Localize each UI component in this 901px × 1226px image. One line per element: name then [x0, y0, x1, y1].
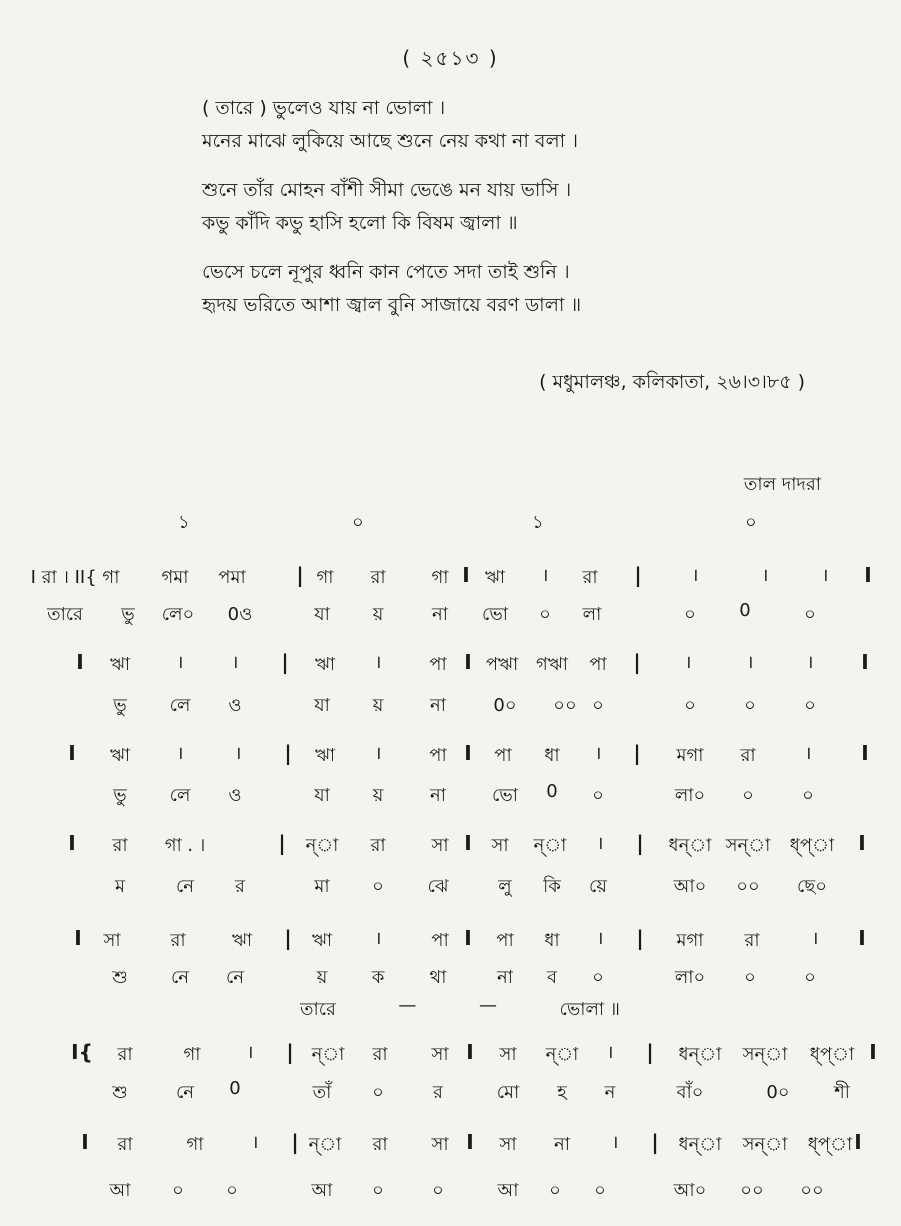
note-symbol: রা	[170, 930, 186, 951]
note-symbol: ।	[231, 652, 239, 673]
note-symbol: |	[291, 1130, 299, 1154]
refrain-line	[300, 995, 620, 1026]
lyric-syllable: কি	[543, 876, 561, 897]
lyric-syllable: 0ও	[227, 604, 253, 625]
note-symbol: I	[76, 650, 84, 674]
verse-line: কভু কাঁদি কভু হাসি হলো কি বিষম জ্বালা ॥	[202, 212, 518, 234]
note-symbol: সা	[499, 1134, 517, 1155]
note-symbol: I	[462, 563, 470, 587]
lyric-syllable: ০	[744, 695, 756, 716]
lyric-syllable: ০০	[736, 876, 760, 897]
note-symbol: ন্‌া	[533, 835, 567, 856]
stanza	[202, 92, 842, 158]
note-symbol: ধন্‌া	[678, 1044, 722, 1065]
note-symbol: |	[636, 831, 644, 855]
note-symbol: ঋা	[109, 654, 131, 675]
note-symbol: ।	[596, 928, 604, 949]
note-symbol: ।	[611, 1132, 619, 1153]
lyric-syllable: শু	[112, 967, 128, 988]
note-symbol: I	[464, 926, 472, 950]
lyric-syllable: ০	[744, 967, 756, 988]
lyric-syllable: না	[497, 967, 513, 988]
lyric-syllable: যা	[314, 785, 330, 806]
lyric-syllable: 0	[739, 600, 751, 621]
note-symbol: রা	[117, 1044, 133, 1065]
note-symbol: ঋা	[484, 567, 506, 588]
lyric-syllable: ০০	[800, 1180, 824, 1201]
note-symbol: I	[464, 831, 472, 855]
note-symbol: I	[74, 926, 82, 950]
note-symbol: I	[464, 741, 472, 765]
lyric-syllable: শু	[112, 1082, 128, 1103]
note-symbol: পা	[496, 930, 514, 951]
note-symbol: I{	[71, 1040, 93, 1064]
verse-line: মনের মাঝে লুকিয়ে আছে শুনে নেয় কথা না বলা ।	[202, 130, 578, 152]
lyric-syllable: ০	[539, 604, 551, 625]
lyric-syllable: ০	[594, 1180, 606, 1201]
lyric-syllable: য়	[372, 785, 384, 806]
lyric-syllable: ০	[592, 785, 604, 806]
note-symbol: ।	[541, 565, 549, 586]
note-symbol: ন্‌া	[308, 1134, 342, 1155]
lyric-syllable: হ	[557, 1082, 567, 1103]
lyric-syllable: ভু	[113, 695, 127, 716]
note-symbol: পা	[431, 930, 449, 951]
lyric-syllable: ০	[372, 1180, 384, 1201]
lyric-syllable: 0০	[766, 1082, 790, 1103]
lyric-syllable: ০	[372, 876, 384, 897]
lyric-syllable: ক	[371, 967, 385, 988]
lyric-syllable: ০	[804, 695, 816, 716]
lyric-syllable: য়ে	[589, 876, 607, 897]
lyric-syllable: ০	[684, 604, 696, 625]
note-symbol: পা	[589, 654, 607, 675]
note-symbol: |	[651, 1130, 659, 1154]
note-symbol: সা	[431, 1134, 449, 1155]
note-symbol: ।	[606, 1042, 614, 1063]
note-symbol: ধ্‌প্‌া	[809, 1044, 855, 1065]
note-symbol: মগা	[676, 930, 704, 951]
lyric-syllable: ০	[592, 695, 604, 716]
verse-line: শুনে তাঁর মোহন বাঁশী সীমা ভেঙে মন যায় ভাসি ।	[202, 179, 572, 201]
note-symbol: ন্‌া	[311, 1044, 345, 1065]
note-symbol: রা	[744, 930, 760, 951]
note-symbol: রা	[370, 567, 386, 588]
lyric-syllable: নে	[175, 876, 195, 897]
note-symbol: না	[554, 1134, 570, 1155]
lyric-syllable: ন	[604, 1082, 616, 1103]
note-symbol: রা	[740, 745, 756, 766]
note-symbol: ।	[176, 652, 184, 673]
note-symbol: সা	[103, 930, 121, 951]
lyric-syllable: না	[430, 695, 446, 716]
note-symbol: ঋা	[314, 654, 336, 675]
note-symbol: মগা	[676, 745, 704, 766]
lyric-syllable: ছে০	[797, 876, 827, 897]
lyric-syllable: ম	[115, 876, 125, 897]
lyric-syllable: লু	[498, 876, 512, 897]
note-symbol: |	[278, 831, 286, 855]
note-symbol: |	[634, 563, 642, 587]
refrain-word: তারে	[300, 999, 336, 1020]
note-symbol: ।	[234, 743, 242, 764]
note-symbol: সন্‌া	[742, 1134, 788, 1155]
lyric-syllable: আ০	[673, 876, 707, 897]
note-symbol: গঋা	[536, 654, 568, 675]
note-symbol: I	[466, 1130, 474, 1154]
note-symbol: গা . ।	[164, 835, 206, 856]
note-symbol: ঋা	[231, 930, 253, 951]
lyric-syllable: র	[433, 1082, 443, 1103]
note-symbol: |	[646, 1040, 654, 1064]
refrain-dash: —	[478, 995, 497, 1016]
note-symbol: ঋা	[311, 930, 333, 951]
note-symbol: ।	[374, 743, 382, 764]
note-symbol: ।	[821, 565, 829, 586]
note-symbol: I রা । II{ গা	[30, 567, 120, 588]
lyric-syllable: 0০	[493, 695, 517, 716]
lyric-syllable: ০	[372, 1082, 384, 1103]
lyric-syllable: ০	[742, 785, 754, 806]
note-symbol: I	[68, 741, 76, 765]
lyric-syllable: য়	[316, 967, 328, 988]
lyric-syllable: লে	[169, 695, 191, 716]
lyric-syllable: নে	[175, 1082, 195, 1103]
note-symbol: I	[858, 831, 866, 855]
lyric-syllable: লা০	[674, 967, 706, 988]
note-symbol: সা	[431, 1044, 449, 1065]
note-symbol: I	[854, 1130, 862, 1154]
note-symbol: ধন্‌া	[678, 1134, 722, 1155]
note-symbol: I	[858, 926, 866, 950]
note-symbol: রা	[372, 1044, 388, 1065]
note-symbol: I	[869, 1040, 877, 1064]
lyric-syllable: ভু	[113, 785, 127, 806]
lyric-syllable: ও	[228, 695, 242, 716]
note-symbol: I	[466, 1040, 474, 1064]
note-symbol: ।	[596, 833, 604, 854]
note-symbol: |	[286, 1040, 294, 1064]
lyric-syllable: 0	[229, 1078, 241, 1099]
note-symbol: পা	[429, 654, 447, 675]
note-symbol: I	[68, 831, 76, 855]
lyric-syllable: য়	[372, 695, 384, 716]
note-symbol: |	[633, 650, 641, 674]
note-symbol: গমা	[161, 567, 189, 588]
note-symbol: ।	[176, 743, 184, 764]
lyric-syllable: ০০	[740, 1180, 764, 1201]
note-symbol: ধা	[544, 745, 560, 766]
beat-marker: ১	[178, 512, 190, 533]
note-symbol: ।	[811, 928, 819, 949]
lyric-syllable: ০	[804, 604, 816, 625]
note-symbol: |	[284, 741, 292, 765]
lyric-syllable: মা	[314, 876, 330, 897]
verse-line: ( তারে ) ভুলেও যায় না ভোলা ।	[202, 97, 446, 119]
note-symbol: ।	[691, 565, 699, 586]
lyric-syllable: যা	[314, 695, 330, 716]
beat-marker: ১	[532, 512, 544, 533]
refrain-dash: —	[398, 995, 417, 1016]
lyric-syllable: র	[235, 876, 245, 897]
note-symbol: I	[464, 650, 472, 674]
lyric-syllable: শী	[834, 1082, 850, 1103]
verse-line: ভেসে চলে নূপুর ধ্বনি কান পেতে সদা তাই শুনি ।	[202, 261, 570, 283]
note-symbol: পঋা	[485, 654, 519, 675]
tala-label: তাল দাদরা	[743, 474, 821, 495]
lyric-syllable: ও	[228, 785, 242, 806]
note-symbol: ঋা	[314, 745, 336, 766]
lyric-syllable: ০	[802, 785, 814, 806]
page-number: ( ২৫১৩ )	[402, 46, 499, 70]
lyric-syllable: আ	[311, 1180, 333, 1201]
lyric-syllable: নে	[170, 967, 190, 988]
note-symbol: ন্‌া	[305, 835, 339, 856]
lyric-syllable: না	[430, 785, 446, 806]
note-symbol: সন্‌া	[725, 835, 771, 856]
lyric-syllable: ০	[432, 1180, 444, 1201]
stanza	[202, 174, 842, 240]
note-symbol: ।	[684, 652, 692, 673]
note-symbol: গা	[431, 567, 449, 588]
lyric-syllable: লা	[582, 604, 602, 625]
note-symbol: I	[861, 650, 869, 674]
lyric-syllable: লে	[169, 785, 191, 806]
note-symbol: ।	[246, 1042, 254, 1063]
note-symbol: |	[296, 563, 304, 587]
lyric-syllable: আ	[497, 1180, 519, 1201]
note-symbol: গা	[183, 1044, 201, 1065]
lyric-syllable: ০	[684, 695, 696, 716]
note-symbol: |	[633, 741, 641, 765]
lyric-syllable: তাঁ	[312, 1082, 332, 1103]
lyric-syllable: যা	[314, 604, 330, 625]
lyric-syllable: বাঁ০	[676, 1082, 704, 1103]
note-symbol: সন্‌া	[742, 1044, 788, 1065]
lyric-syllable: ০	[804, 967, 816, 988]
note-symbol: |	[636, 926, 644, 950]
note-symbol: সা	[491, 835, 509, 856]
lyric-syllable: ভু	[121, 604, 135, 625]
note-symbol: সা	[431, 835, 449, 856]
note-symbol: রা	[372, 1134, 388, 1155]
note-symbol: গা	[186, 1134, 204, 1155]
note-symbol: |	[281, 650, 289, 674]
refrain-word: ভোলা ॥	[559, 999, 620, 1020]
lyric-syllable: তারে	[47, 604, 83, 625]
lyric-syllable: নে	[225, 967, 245, 988]
note-symbol: রা	[370, 835, 386, 856]
lyric-syllable: ঝে	[427, 876, 449, 897]
source-attribution: ( মধুমালঞ্চ, কলিকাতা, ২৬।৩।৮৫ )	[539, 371, 805, 393]
lyric-syllable: আ০	[673, 1180, 707, 1201]
note-symbol: রা	[582, 567, 598, 588]
lyric-syllable: ০	[172, 1180, 184, 1201]
lyric-syllable: ০০	[553, 695, 577, 716]
lyric-syllable: মো	[496, 1082, 520, 1103]
note-symbol: ।	[804, 743, 812, 764]
lyric-syllable: 0	[546, 781, 558, 802]
lyric-syllable: ব	[546, 967, 558, 988]
note-symbol: ন্‌া	[545, 1044, 579, 1065]
lyric-syllable: না	[432, 604, 448, 625]
note-symbol: পা	[494, 745, 512, 766]
note-symbol: ।	[594, 743, 602, 764]
note-symbol: ।	[761, 565, 769, 586]
lyric-syllable: আ	[109, 1180, 131, 1201]
lyric-syllable: ভো	[492, 785, 518, 806]
lyric-syllable: য়	[372, 604, 384, 625]
note-symbol: ধ্‌প্‌া	[807, 1134, 853, 1155]
lyric-syllable: থা	[429, 967, 447, 988]
note-symbol: ।	[374, 928, 382, 949]
note-symbol: I	[864, 563, 872, 587]
note-symbol: ।	[251, 1132, 259, 1153]
verse-line: হৃদয় ভরিতে আশা জ্বাল বুনি সাজায়ে বরণ ডালা ॥	[202, 294, 582, 316]
note-symbol: |	[284, 926, 292, 950]
note-symbol: ।	[806, 652, 814, 673]
note-symbol: রা	[117, 1134, 133, 1155]
beat-markers	[0, 508, 901, 538]
note-symbol: ধা	[544, 930, 560, 951]
note-symbol: রা	[112, 835, 128, 856]
beat-marker: ০	[745, 512, 757, 533]
lyric-syllable: ভো	[482, 604, 508, 625]
note-symbol: ।	[746, 652, 754, 673]
note-symbol: ধন্‌া	[668, 835, 712, 856]
note-symbol: পা	[429, 745, 447, 766]
beat-marker: ০	[352, 512, 364, 533]
note-symbol: ঋা	[109, 745, 131, 766]
lyric-syllable: লে০	[161, 604, 195, 625]
lyric-syllable: ০	[226, 1180, 238, 1201]
note-symbol: পমা	[218, 567, 246, 588]
note-symbol: সা	[499, 1044, 517, 1065]
song-lyrics	[202, 92, 842, 338]
lyric-syllable: ০	[549, 1180, 561, 1201]
note-symbol: ।	[374, 652, 382, 673]
lyric-syllable: ০	[592, 967, 604, 988]
note-symbol: I	[81, 1130, 89, 1154]
stanza	[202, 256, 842, 322]
lyric-syllable: লা০	[674, 785, 706, 806]
note-symbol: ধ্‌প্‌া	[789, 835, 835, 856]
note-symbol: গা	[316, 567, 334, 588]
note-symbol: I	[861, 741, 869, 765]
